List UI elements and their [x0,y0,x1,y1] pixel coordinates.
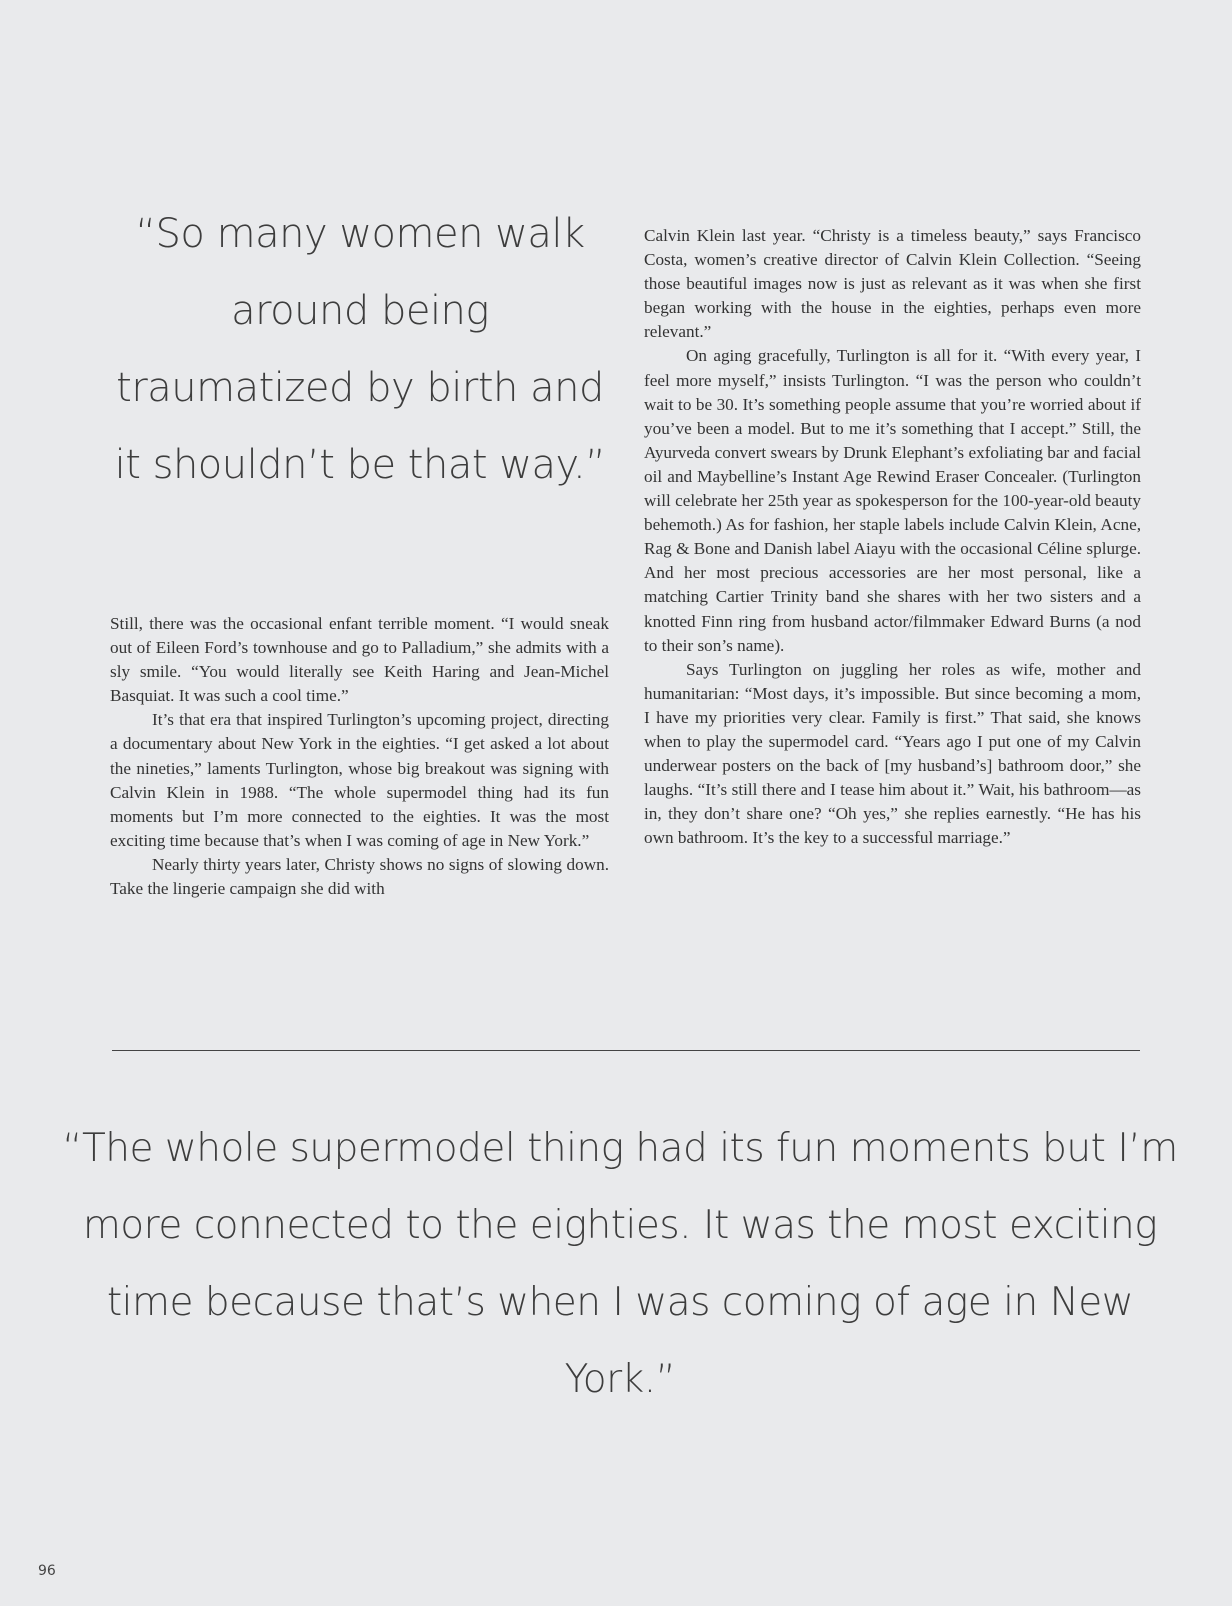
pull-quote-top: “So many women walk around being traumatized by birth and it shouldn’t be that way.” [114,211,606,488]
article-paragraph: Calvin Klein last year. “Christy is a timeless beauty,” says Francisco Costa, women’s creative director of Calvin Klein Collection. “Seeing those beautiful images now is just as relevant as it was when she first began working with the house in the eighties, perhaps even more relevant.” [644,226,1141,342]
pull-quote-bottom: “The whole supermodel thing had its fun moments but I’m more connected to the eighties. It was the most exciting time because that’s when I was coming of age in New York.” [62,1126,1178,1402]
page-number: 96 [38,1563,56,1579]
article-paragraph: Still, there was the occasional enfant terrible moment. “I would sneak out of Eileen Ford’s townhouse and go to Palladium,” she admits with a sly smile. “You would literally see Keith Haring and Jean-Michel Basquiat. It was such a cool time.” [110,614,609,706]
section-divider [112,1050,1140,1051]
article-paragraph: Says Turlington on juggling her roles as wife, mother and humanitarian: “Most days, it’s impossible. But since becoming a mom, I have my priorities very clear. Family is first.” That said, she knows when to play the supermodel card. “Years ago I put one of my Calvin underwear posters on the back of [my husband’s] bathroom door,” she laughs. “It’s still there and I tease him about it.” Wait, his bathroom—as in, they don’t share one? “Oh yes,” she replies earnestly. “He has his own bathroom. It’s the key to a successful marriage.” [644,659,1141,848]
article-column-left [110,612,609,901]
article-paragraph: Nearly thirty years later, Christy shows no signs of slowing down. Take the lingerie campaign she did with [110,854,609,899]
article-column-right [644,224,1141,850]
article-paragraph: It’s that era that inspired Turlington’s upcoming project, directing a documentary about New York in the eighties. “I get asked a lot about the nineties,” laments Turlington, whose big breakout was signing with Calvin Klein in 1988. “The whole supermodel thing had its fun moments but I’m more connected to the eighties. It was the most exciting time because that’s when I was coming of age in New York.” [110,710,609,850]
article-paragraph: On aging gracefully, Turlington is all for it. “With every year, I feel more myself,” insists Turlington. “I was the person who couldn’t wait to be 30. It’s something people assume that you’re worried about if you’ve been a model. But to me it’s something that I accept.” Still, the Ayurveda convert swears by Drunk Elephant’s exfoliating bar and facial oil and Maybelline’s Instant Age Rewind Eraser Concealer. (Turlington will celebrate her 25th year as spokesperson for the 100-year-old beauty behemoth.) As for fashion, her staple labels include Calvin Klein, Acne, Rag & Bone and Danish label Aiayu with the occasional Céline splurge. And her most precious accessories are her most personal, like a matching Cartier Trinity band she shares with her two sisters and a knotted Finn ring from husband actor/filmmaker Edward Burns (a nod to their son’s name). [644,346,1141,655]
